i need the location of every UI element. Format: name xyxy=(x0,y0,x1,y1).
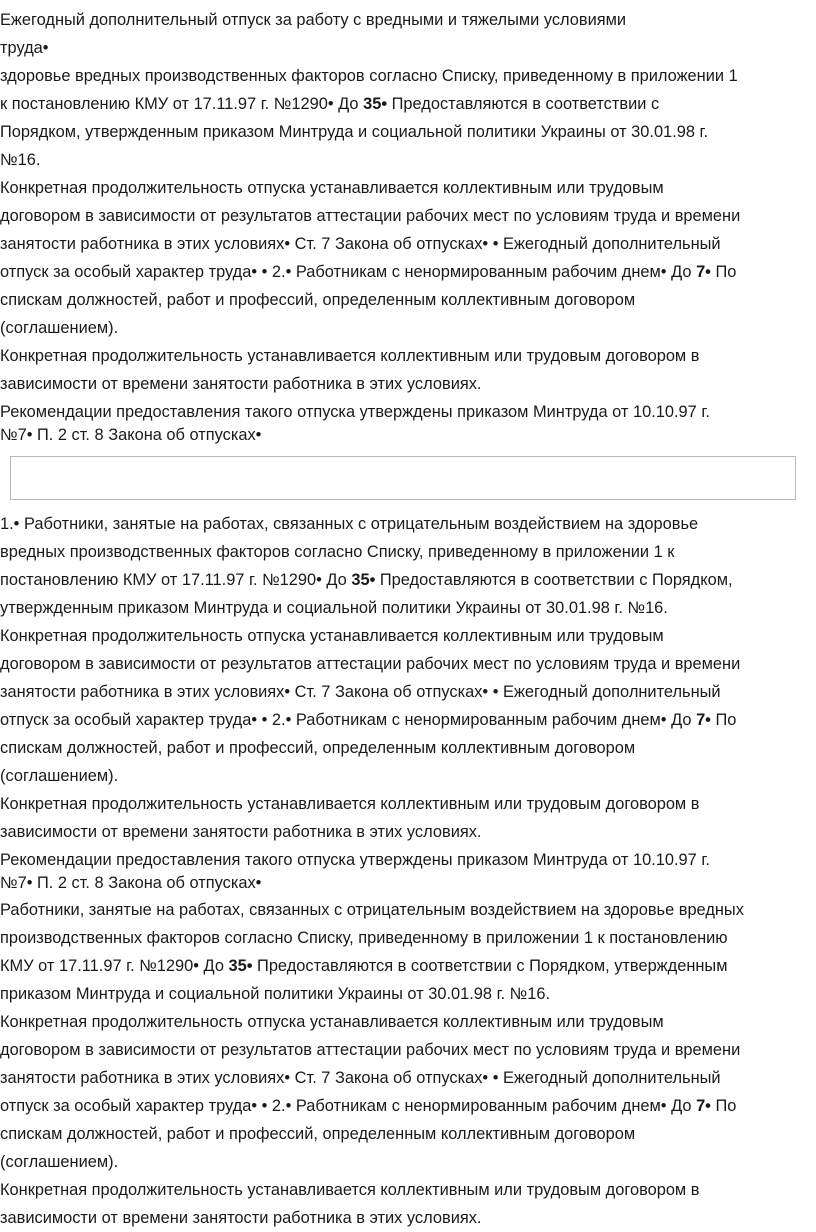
bold-number: 35• xyxy=(228,957,253,975)
text-fragment: По xyxy=(710,263,737,281)
paragraph-duration xyxy=(0,174,816,342)
paragraph-workers-harmful xyxy=(0,896,816,1008)
text-line: спискам должностей, работ и профессий, определенным коллективным договором xyxy=(0,739,636,757)
text-fragment: Предоставляются в соответствии с Порядком, утвержденным xyxy=(252,957,728,975)
text-line: Конкретная продолжительность устанавливается коллективным или трудовым договором в xyxy=(0,347,700,365)
bold-number: 35• xyxy=(363,95,388,113)
text-line: Ежегодный дополнительный отпуск за работу с вредными и тяжелыми условиями xyxy=(0,11,627,29)
text-line: вредных производственных факторов согласно Списку, приведенному в приложении 1 к xyxy=(0,543,675,561)
text-line: договором в зависимости от результатов аттестации рабочих мест по условиям труда и времени xyxy=(0,655,741,673)
paragraph-recommendations xyxy=(0,398,816,444)
text-line: спискам должностей, работ и профессий, определенным коллективным договором xyxy=(0,1125,636,1143)
text-line: Конкретная продолжительность отпуска устанавливается коллективным или трудовым xyxy=(0,627,664,645)
text-line xyxy=(0,706,812,734)
text-fragment: По xyxy=(710,711,737,729)
text-line: Рекомендации предоставления такого отпуска утверждены приказом Минтруда от 10.10.97 г. xyxy=(0,403,710,421)
text-line: занятости работника в этих условиях• Ст. 7 Закона об отпусках• • Ежегодный дополнительный xyxy=(0,683,721,701)
paragraph-collective xyxy=(0,790,816,846)
paragraph-intro-heading xyxy=(0,6,816,174)
paragraph-collective xyxy=(0,1176,816,1232)
text-line: (соглашением). xyxy=(0,319,119,337)
text-line: здоровье вредных производственных факторов согласно Списку, приведенному в приложении 1 xyxy=(0,67,738,85)
text-fragment: Предоставляются в соответствии с xyxy=(387,95,660,113)
text-line: занятости работника в этих условиях• Ст. 7 Закона об отпусках• • Ежегодный дополнительный xyxy=(0,235,721,253)
text-line: 1.• Работники, занятые на работах, связанных с отрицательным воздействием на здоровье xyxy=(0,515,699,533)
paragraph-recommendations xyxy=(0,846,816,892)
text-line: №7• П. 2 ст. 8 Закона об отпусках• xyxy=(0,426,262,444)
text-line xyxy=(0,1092,812,1120)
text-line xyxy=(0,952,812,980)
text-line: зависимости от времени занятости работника в этих условиях. xyxy=(0,1209,482,1227)
text-line: №16. xyxy=(0,151,41,169)
text-line: зависимости от времени занятости работника в этих условиях. xyxy=(0,375,482,393)
paragraph-duration xyxy=(0,1008,816,1176)
text-line xyxy=(0,566,812,594)
text-line: спискам должностей, работ и профессий, определенным коллективным договором xyxy=(0,291,636,309)
text-line: утвержденным приказом Минтруда и социальной политики Украины от 30.01.98 г. №16. xyxy=(0,599,668,617)
text-line: Конкретная продолжительность отпуска устанавливается коллективным или трудовым xyxy=(0,1013,664,1031)
text-fragment: Предоставляются в соответствии с Порядком, xyxy=(375,571,733,589)
text-line: Рекомендации предоставления такого отпуска утверждены приказом Минтруда от 10.10.97 г. xyxy=(0,851,710,869)
text-line: Конкретная продолжительность устанавливается коллективным или трудовым договором в xyxy=(0,795,700,813)
text-line: Конкретная продолжительность отпуска устанавливается коллективным или трудовым xyxy=(0,179,664,197)
text-line: занятости работника в этих условиях• Ст. 7 Закона об отпусках• • Ежегодный дополнительный xyxy=(0,1069,721,1087)
bold-number: 7• xyxy=(696,711,711,729)
text-line: Порядком, утвержденным приказом Минтруда и социальной политики Украины от 30.01.98 г. xyxy=(0,123,709,141)
text-fragment: постановлению КМУ от 17.11.97 г. №1290• До xyxy=(0,571,352,589)
text-line: (соглашением). xyxy=(0,767,119,785)
text-line: №7• П. 2 ст. 8 Закона об отпусках• xyxy=(0,874,262,892)
text-line: приказом Минтруда и социальной политики Украины от 30.01.98 г. №16. xyxy=(0,985,551,1003)
text-line: зависимости от времени занятости работника в этих условиях. xyxy=(0,823,482,841)
empty-frame xyxy=(10,456,796,500)
text-line: производственных факторов согласно Списку, приведенному в приложении 1 к постановлению xyxy=(0,929,728,947)
bold-number: 35• xyxy=(351,571,376,589)
text-line: труда• xyxy=(0,39,49,57)
text-fragment: По xyxy=(710,1097,737,1115)
text-fragment: отпуск за особый характер труда• • 2.• Работникам с ненормированным рабочим днем• До xyxy=(0,1097,697,1115)
paragraph-collective xyxy=(0,342,816,398)
text-line: (соглашением). xyxy=(0,1153,119,1171)
bold-number: 7• xyxy=(696,263,711,281)
text-fragment: отпуск за особый характер труда• • 2.• Работникам с ненормированным рабочим днем• До xyxy=(0,263,697,281)
text-line: договором в зависимости от результатов аттестации рабочих мест по условиям труда и времени xyxy=(0,1041,741,1059)
text-fragment: к постановлению КМУ от 17.11.97 г. №1290• До xyxy=(0,95,364,113)
text-fragment: отпуск за особый характер труда• • 2.• Работникам с ненормированным рабочим днем• До xyxy=(0,711,697,729)
text-line xyxy=(0,90,812,118)
paragraph-workers-harmful xyxy=(0,510,816,622)
text-fragment: КМУ от 17.11.97 г. №1290• До xyxy=(0,957,229,975)
text-line: Конкретная продолжительность устанавливается коллективным или трудовым договором в xyxy=(0,1181,700,1199)
bold-number: 7• xyxy=(696,1097,711,1115)
text-line xyxy=(0,258,812,286)
text-line: Работники, занятые на работах, связанных с отрицательным воздействием на здоровье вредных xyxy=(0,901,744,919)
text-line: договором в зависимости от результатов аттестации рабочих мест по условиям труда и времени xyxy=(0,207,741,225)
paragraph-duration xyxy=(0,622,816,790)
